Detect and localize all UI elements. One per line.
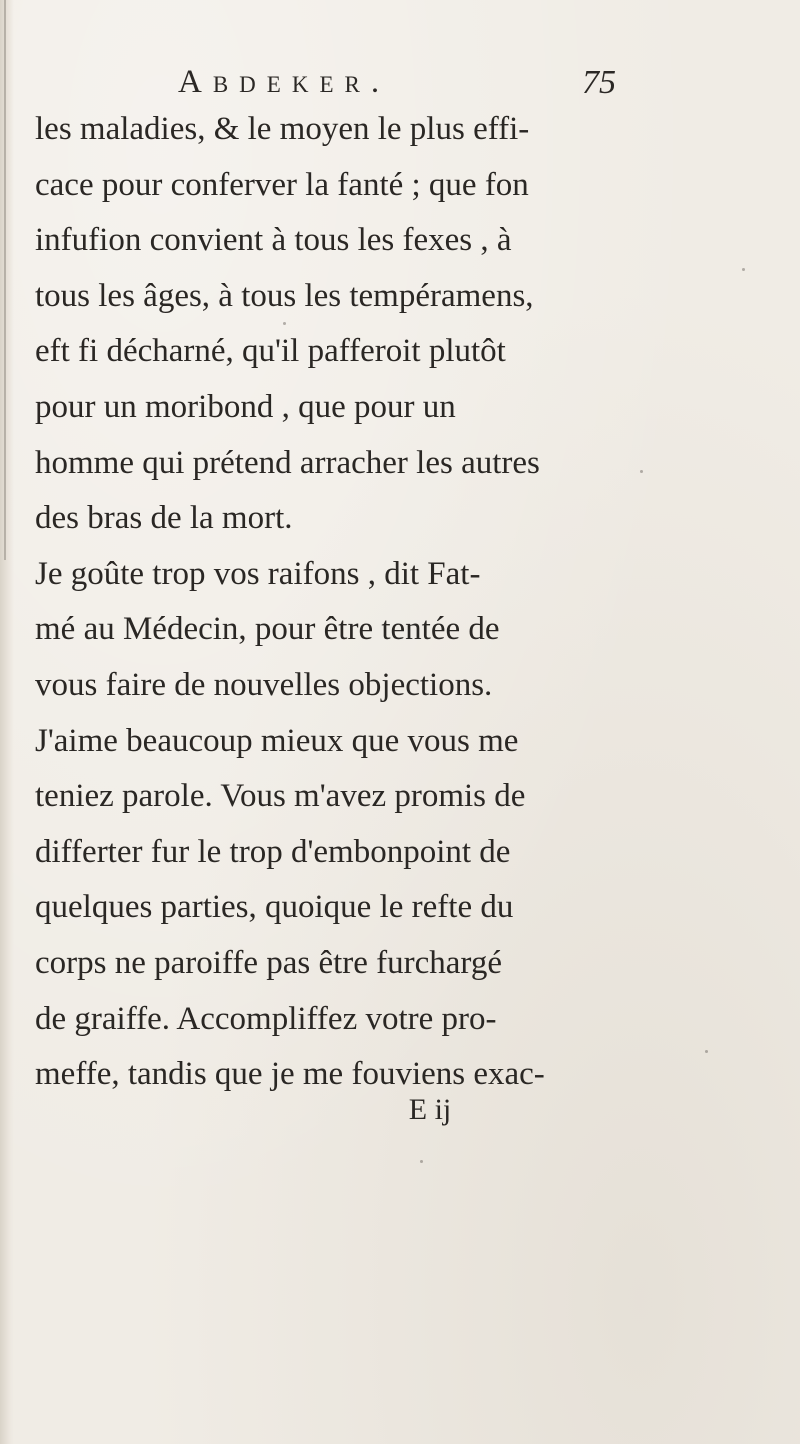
- paper-speck: [705, 1050, 708, 1053]
- text-line: de graiffe. Accompliffez votre pro-: [35, 1000, 497, 1037]
- page-number: 75: [582, 64, 616, 101]
- text-line: eft fi décharné, qu'il pafferoit plutôt: [35, 333, 506, 370]
- text-line: mé au Médecin, pour être tentée de: [35, 611, 500, 648]
- text-line: differter fur le trop d'embonpoint de: [35, 833, 511, 870]
- text-line: Je goûte trop vos raifons , dit Fat-: [35, 555, 481, 592]
- paper-speck: [420, 1160, 423, 1163]
- paper-speck: [742, 268, 745, 271]
- text-line: infufion convient à tous les fexes , à: [35, 222, 512, 259]
- text-line: les maladies, & le moyen le plus effi-: [35, 111, 530, 147]
- text-line: quelques parties, quoique le refte du: [35, 889, 514, 926]
- text-line: vous faire de nouvelles objections.: [35, 666, 493, 703]
- text-line: tous les âges, à tous les tempéramens,: [35, 277, 534, 314]
- text-line: des bras de la mort.: [35, 500, 293, 537]
- running-head: Abdeker.: [178, 64, 391, 100]
- text-line: pour un moribond , que pour un: [35, 388, 456, 425]
- text-line: homme qui prétend arracher les autres: [35, 444, 540, 481]
- text-line: cace pour conferver la fanté ; que fon: [35, 166, 529, 203]
- text-line: meffe, tandis que je me fouviens exac-: [35, 1056, 545, 1093]
- text-line: teniez parole. Vous m'avez promis de: [35, 778, 526, 815]
- text-line: corps ne paroiffe pas être furchargé: [35, 944, 502, 981]
- page-gutter: [0, 0, 14, 1444]
- paper-speck: [640, 470, 643, 473]
- signature-mark: E ij: [408, 1093, 452, 1126]
- text-line: J'aime beaucoup mieux que vous me: [35, 722, 519, 759]
- paper-speck: [283, 322, 286, 325]
- body-text: [35, 102, 635, 1103]
